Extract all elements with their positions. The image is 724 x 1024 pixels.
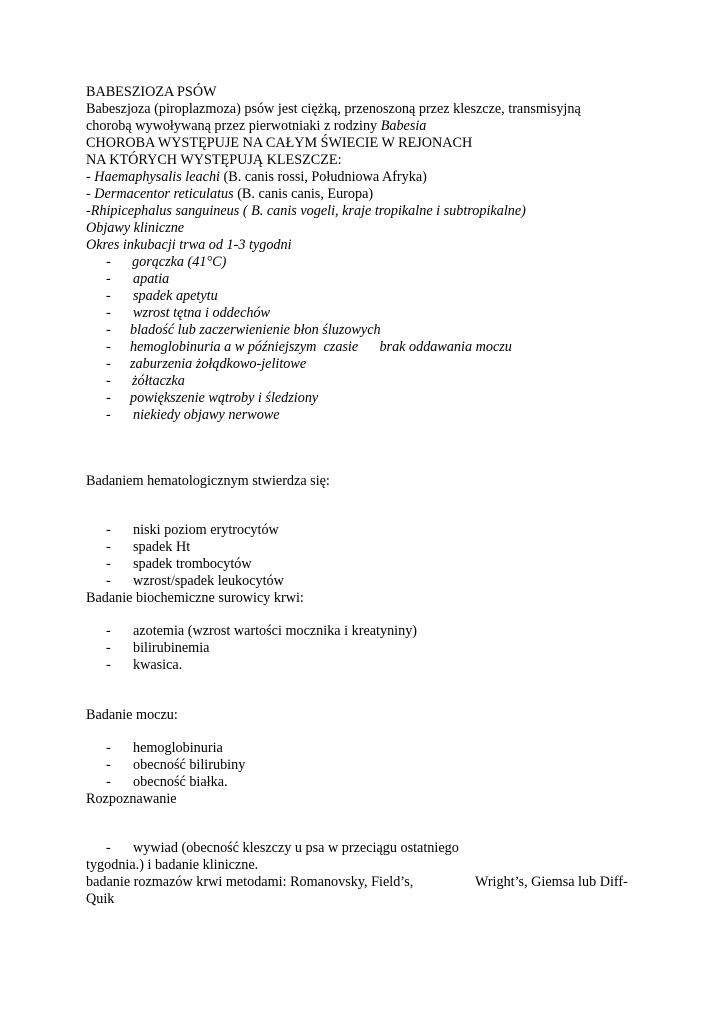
symptom-text: gorączka (41°C) (132, 254, 227, 270)
urine-text: hemoglobinuria (133, 740, 223, 756)
biochem-text: kwasica. (133, 657, 183, 673)
bullet-dash: - (106, 657, 111, 673)
bullet-dash: - (106, 774, 111, 790)
symptom-text: zaburzenia żołądkowo-jelitowe (130, 356, 307, 372)
symptom-text: żółtaczka (132, 373, 185, 389)
smear-text-b: Wright’s, Giemsa lub Diff- (475, 874, 628, 890)
hematology-item (0, 539, 724, 556)
bullet-dash: - (106, 757, 111, 773)
bullet-dash: - (106, 339, 111, 355)
hematology-item (0, 556, 724, 573)
urine-heading: Badanie moczu: (86, 707, 178, 723)
tick-species: Dermacentor reticulatus (94, 186, 234, 202)
intro-line-2 (86, 118, 426, 135)
symptom-item (0, 271, 724, 288)
symptoms-heading: Objawy kliniczne (86, 220, 185, 236)
tick-species: Rhipicephalus sanguineus ( B. canis vogeli, kraje tropikalne i subtropikalne) (90, 203, 526, 219)
bullet-dash: - (106, 305, 111, 321)
smear-line-2: Quik (86, 891, 115, 907)
bullet-dash: - (106, 254, 111, 270)
bullet-dash: - (106, 556, 111, 572)
bullet-dash: - (106, 640, 111, 656)
biochem-item (0, 657, 724, 674)
symptom-item (0, 305, 724, 322)
symptom-item (0, 254, 724, 271)
symptom-item (0, 407, 724, 424)
biochem-item (0, 640, 724, 657)
diagnosis-heading: Rozpoznawanie (86, 791, 177, 807)
bullet-dash: - (106, 271, 111, 287)
smear-text-a: badanie rozmazów krwi metodami: Romanovsky, Field’s, (86, 874, 414, 890)
bullet-dash: - (106, 390, 111, 406)
bullet-dash: - (106, 539, 111, 555)
hematology-text: wzrost/spadek leukocytów (133, 573, 284, 589)
symptom-text: niekiedy objawy nerwowe (133, 407, 280, 423)
bullet-dash: - (106, 573, 111, 589)
world-line-1: CHOROBA WYSTĘPUJE NA CAŁYM ŚWIECIE W REJONACH (86, 135, 473, 151)
tick-note: (B. canis canis, Europa) (233, 186, 374, 202)
hematology-item (0, 573, 724, 590)
tick-prefix: - (86, 203, 91, 219)
tick-item (86, 186, 373, 203)
bullet-dash: - (106, 623, 111, 639)
hematology-text: spadek Ht (133, 539, 191, 555)
bullet-dash: - (106, 373, 111, 389)
intro-line-1: Babeszjoza (piroplazmoza) psów jest ciężką, przenoszoną przez kleszcze, transmisyjną (86, 101, 581, 117)
symptom-item (0, 339, 724, 356)
document-title: BABESZIOZA PSÓW (86, 84, 217, 100)
tick-prefix: - (86, 169, 95, 185)
intro-line-2-text: chorobą wywoływaną przez pierwotniaki z rodziny (86, 118, 381, 134)
urine-text: obecność bilirubiny (133, 757, 246, 773)
diagnosis-item (0, 840, 724, 857)
symptom-item (0, 390, 724, 407)
tick-species: Haemaphysalis leachi (94, 169, 220, 185)
diagnosis-text: wywiad (obecność kleszczy u psa w przeciągu ostatniego (133, 840, 459, 856)
urine-item (0, 774, 724, 791)
hematology-item (0, 522, 724, 539)
symptom-text: powiększenie wątroby i śledziony (130, 390, 319, 406)
smear-line (0, 874, 724, 891)
bullet-dash: - (106, 522, 111, 538)
symptom-text: wzrost tętna i oddechów (133, 305, 271, 321)
symptom-text: bladość lub zaczerwienienie błon śluzowych (130, 322, 381, 338)
biochem-text: bilirubinemia (133, 640, 210, 656)
hematology-heading: Badaniem hematologicznym stwierdza się: (86, 473, 330, 489)
symptom-item (0, 322, 724, 339)
biochem-item (0, 623, 724, 640)
symptom-text: spadek apetytu (133, 288, 218, 304)
biochem-text: azotemia (wzrost wartości mocznika i kreatyniny) (133, 623, 418, 639)
bullet-dash: - (106, 840, 111, 856)
symptom-item (0, 288, 724, 305)
urine-item (0, 757, 724, 774)
symptom-text: apatia (133, 271, 170, 287)
tick-note: (B. canis rossi, Południowa Afryka) (219, 169, 427, 185)
bullet-dash: - (106, 356, 111, 372)
urine-item (0, 740, 724, 757)
incubation-text: Okres inkubacji trwa od 1-3 tygodni (86, 237, 292, 253)
urine-text: obecność białka. (133, 774, 228, 790)
diagnosis-text-continued: tygodnia.) i badanie kliniczne. (86, 857, 259, 873)
world-line-2: NA KTÓRYCH WYSTĘPUJĄ KLESZCZE: (86, 152, 342, 168)
symptom-item (0, 356, 724, 373)
bullet-dash: - (106, 740, 111, 756)
bullet-dash: - (106, 288, 111, 304)
genus-babesia: Babesia (380, 118, 427, 134)
biochem-heading: Badanie biochemiczne surowicy krwi: (86, 590, 304, 606)
hematology-text: spadek trombocytów (133, 556, 252, 572)
symptom-text: hemoglobinuria a w późniejszym czasie brak oddawania moczu (130, 339, 512, 355)
tick-item (86, 203, 526, 220)
tick-item (86, 169, 427, 186)
symptom-item (0, 373, 724, 390)
tick-prefix: - (86, 186, 95, 202)
hematology-text: niski poziom erytrocytów (133, 522, 279, 538)
bullet-dash: - (106, 322, 111, 338)
bullet-dash: - (106, 407, 111, 423)
